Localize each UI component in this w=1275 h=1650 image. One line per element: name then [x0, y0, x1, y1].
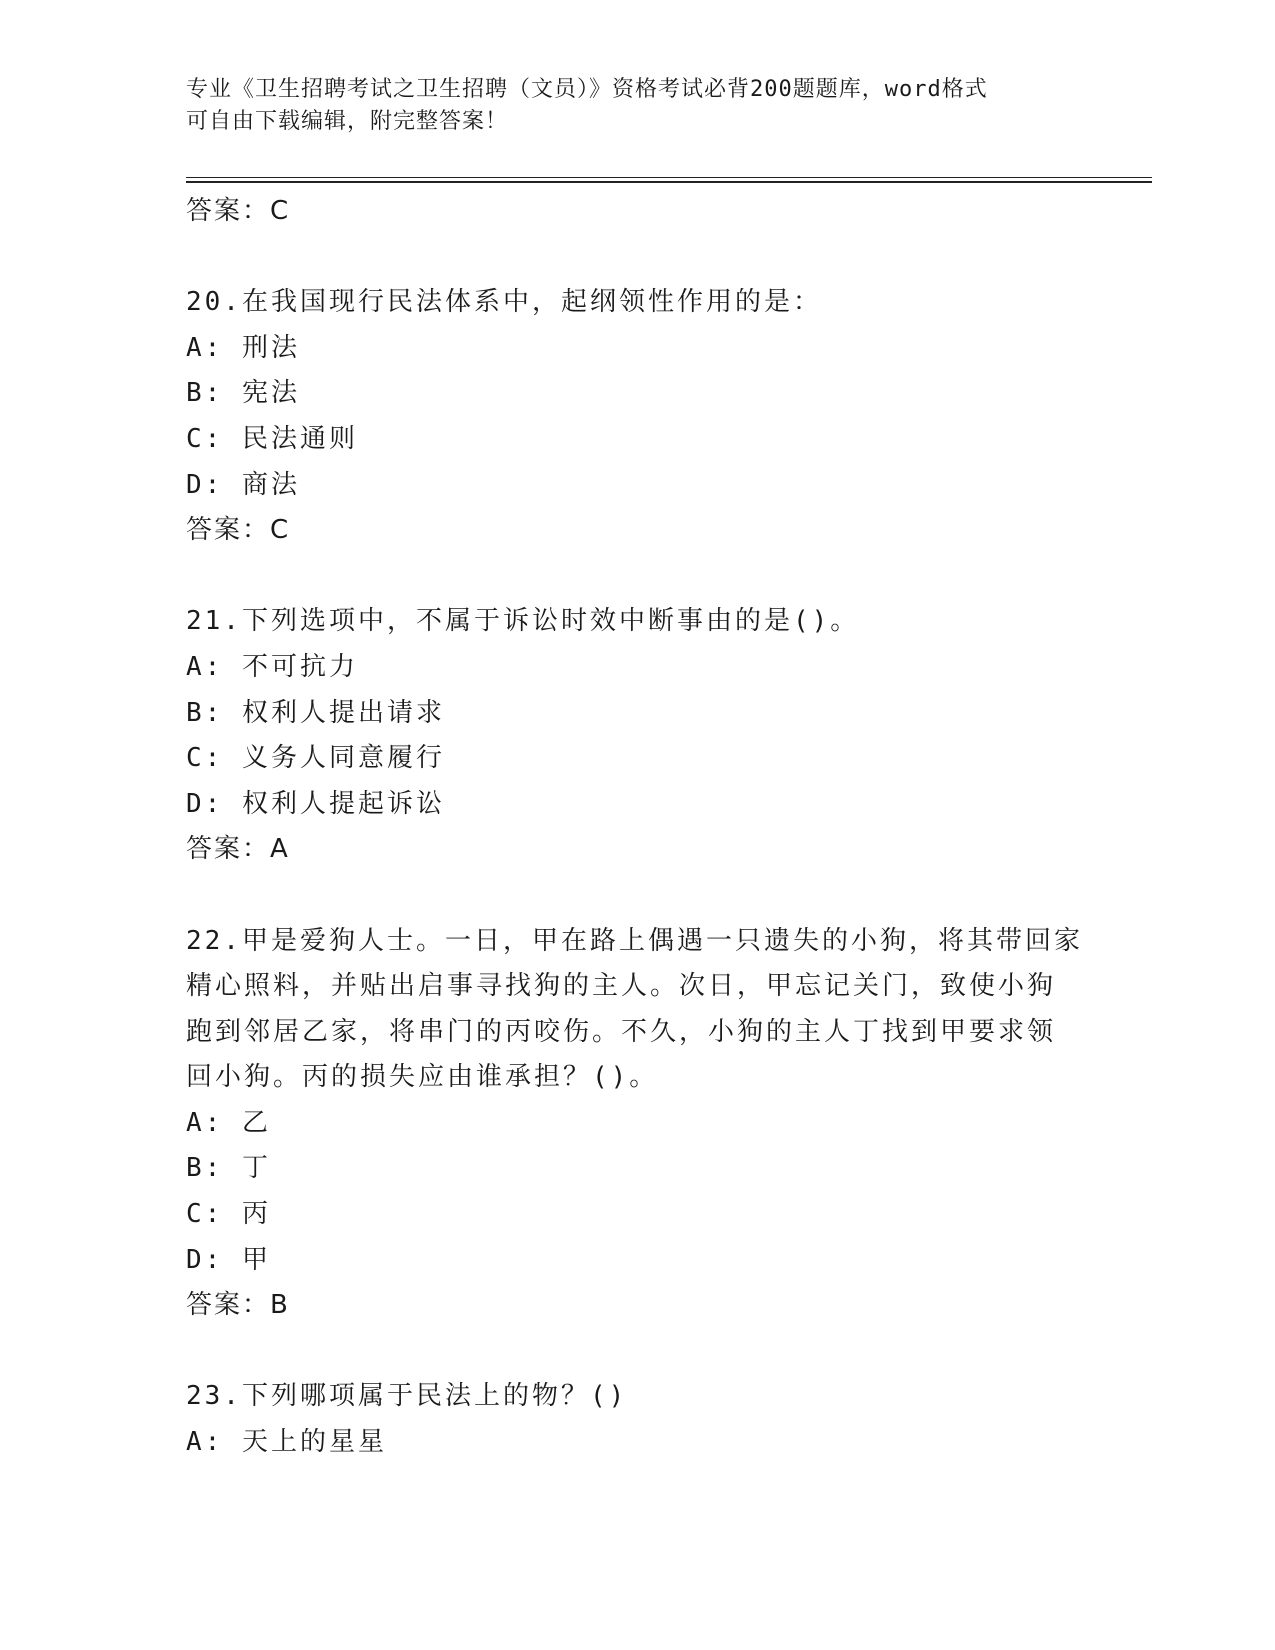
- option-a: A: 天上的星星: [186, 1427, 387, 1458]
- option-d: D: 甲: [186, 1244, 271, 1275]
- question-stem-line-2: 精心照料，并贴出启事寻找狗的主人。次日，甲忘记关门，致使小狗: [186, 971, 1057, 1002]
- answer: 答案：C: [186, 515, 291, 546]
- option-c: C: 民法通则: [186, 423, 358, 454]
- answer: 答案：A: [186, 834, 290, 865]
- option-c: C: 丙: [186, 1199, 271, 1230]
- header-line-1: 专业《卫生招聘考试之卫生招聘（文员）》资格考试必背200题题库，word格式: [186, 77, 988, 102]
- question-stem: 20.在我国现行民法体系中，起纲领性作用的是：: [186, 287, 822, 318]
- question-23: [186, 1374, 1086, 1465]
- option-b: B: 宪法: [186, 378, 300, 409]
- question-stem-line-3: 跑到邻居乙家，将串门的丙咬伤。不久，小狗的主人丁找到甲要求领: [186, 1016, 1057, 1047]
- question-stem-line-1: 22.甲是爱狗人士。一日，甲在路上偶遇一只遗失的小狗，将其带回家: [186, 925, 1083, 956]
- question-stem: 23.下列哪项属于民法上的物？(): [186, 1381, 628, 1412]
- option-a: A: 乙: [186, 1107, 271, 1138]
- option-a: A: 刑法: [186, 332, 300, 363]
- question-22: [186, 919, 1086, 1329]
- option-c: C: 义务人同意履行: [186, 743, 445, 774]
- question-20: [186, 280, 1086, 554]
- question-stem: 21.下列选项中，不属于诉讼时效中断事由的是()。: [186, 606, 860, 637]
- option-a: A: 不可抗力: [186, 651, 358, 682]
- header-line-2: 可自由下载编辑，附完整答案！: [186, 109, 509, 134]
- option-d: D: 权利人提起诉讼: [186, 788, 445, 819]
- header-rule-thin: [186, 177, 1152, 178]
- option-d: D: 商法: [186, 469, 300, 500]
- previous-answer: 答案：C: [186, 196, 291, 226]
- option-b: B: 丁: [186, 1153, 271, 1184]
- header-rule-thick: [186, 181, 1152, 183]
- answer: 答案：B: [186, 1290, 290, 1321]
- question-21: [186, 599, 1086, 873]
- question-stem-line-4: 回小狗。丙的损失应由谁承担？()。: [186, 1062, 659, 1093]
- option-b: B: 权利人提出请求: [186, 697, 445, 728]
- question-list: [186, 189, 1086, 1466]
- document-header: [186, 74, 1086, 138]
